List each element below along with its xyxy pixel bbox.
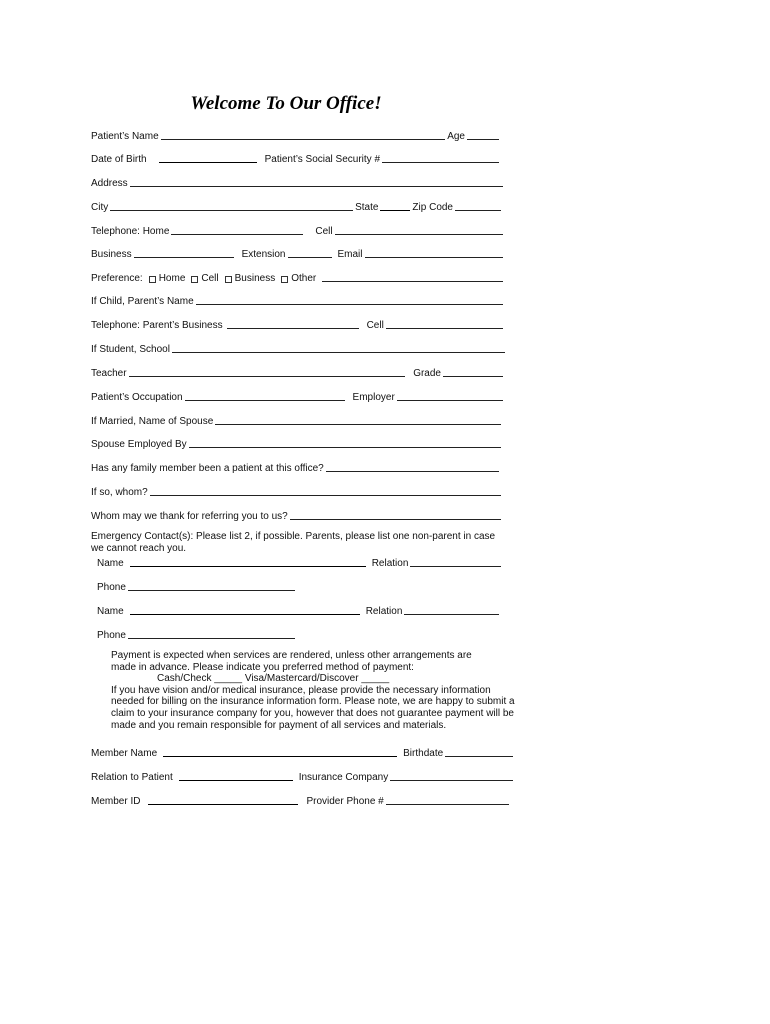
label-spouse-name: If Married, Name of Spouse [91, 416, 214, 427]
row-business [91, 244, 505, 260]
if-so-whom-field[interactable] [150, 495, 501, 496]
row-emergency-name-2 [97, 601, 501, 617]
row-parent-name [91, 291, 505, 307]
payment-line-6: claim to your insurance company for you, however that does not guarantee payment will be [111, 707, 514, 719]
emergency-relation-1-field[interactable] [410, 566, 501, 567]
row-parent-phone [91, 315, 505, 331]
patients-name-field[interactable] [161, 139, 446, 140]
label-emergency-phone-2: Phone [97, 630, 126, 641]
provider-phone-field[interactable] [386, 804, 509, 805]
school-field[interactable] [172, 352, 505, 353]
label-extension: Extension [241, 249, 286, 260]
spouse-name-field[interactable] [215, 424, 501, 425]
label-employer: Employer [352, 392, 395, 403]
row-address [91, 173, 505, 189]
emergency-name-2-field[interactable] [130, 614, 360, 615]
label-pref-business: Business [234, 273, 276, 284]
payment-line-1: Payment is expected when services are rendered, unless other arrangements are [111, 650, 472, 661]
pref-other-field[interactable] [322, 281, 503, 282]
label-cell: Cell [315, 226, 333, 237]
member-name-field[interactable] [163, 756, 397, 757]
age-field[interactable] [467, 139, 499, 140]
label-emergency-name-2: Name [97, 606, 124, 617]
label-address: Address [91, 178, 128, 189]
label-zip-code: Zip Code [412, 202, 453, 213]
row-member-id [91, 791, 511, 807]
row-preference [91, 268, 505, 284]
state-field[interactable] [380, 210, 410, 211]
label-grade: Grade [413, 368, 441, 379]
row-teacher [91, 363, 505, 379]
row-school [91, 339, 507, 355]
label-referral: Whom may we thank for referring you to us? [91, 511, 288, 522]
row-if-so-whom [91, 482, 503, 498]
payment-line-5: needed for billing on the insurance information form. Please note, we are happy to submit a [111, 696, 515, 708]
referral-field[interactable] [290, 519, 501, 520]
label-member-id: Member ID [91, 796, 141, 807]
employer-field[interactable] [397, 400, 503, 401]
payment-method-line: Cash/Check _____ Visa/Mastercard/Discover _____ [157, 673, 390, 685]
business-phone-field[interactable] [134, 257, 234, 258]
label-emergency-name: Name [97, 558, 124, 569]
member-id-field[interactable] [148, 804, 298, 805]
extension-field[interactable] [288, 257, 332, 258]
cell-phone-field[interactable] [335, 234, 503, 235]
label-emergency-phone: Phone [97, 582, 126, 593]
city-field[interactable] [110, 210, 353, 211]
emergency-name-1-field[interactable] [130, 566, 366, 567]
insurance-company-field[interactable] [390, 780, 513, 781]
parent-name-field[interactable] [196, 304, 503, 305]
label-student-school: If Student, School [91, 344, 170, 355]
label-patients-name: Patient’s Name [91, 131, 159, 142]
birthdate-field[interactable] [445, 756, 513, 757]
emergency-phone-2-field[interactable] [128, 638, 295, 639]
label-age: Age [447, 131, 465, 142]
label-relation-to-patient: Relation to Patient [91, 772, 173, 783]
label-emergency-relation-2: Relation [365, 606, 403, 617]
row-city [91, 197, 503, 213]
row-relation-insurance [91, 767, 515, 783]
payment-line-4: If you have vision and/or medical insurance, please provide the necessary information [111, 684, 491, 696]
emergency-relation-2-field[interactable] [404, 614, 499, 615]
label-child-parent-name: If Child, Parent’s Name [91, 296, 194, 307]
label-business: Business [91, 249, 132, 260]
pref-business-checkbox[interactable] [225, 276, 232, 283]
row-member-name [91, 743, 515, 759]
pref-cell-checkbox[interactable] [191, 276, 198, 283]
label-date-of-birth: Date of Birth [91, 154, 147, 165]
pref-home-checkbox[interactable] [149, 276, 156, 283]
grade-field[interactable] [443, 376, 503, 377]
emergency-phone-1-field[interactable] [128, 590, 295, 591]
label-pref-home: Home [158, 273, 186, 284]
ssn-field[interactable] [382, 162, 499, 163]
label-occupation: Patient’s Occupation [91, 392, 183, 403]
page-title: Welcome To Our Office! [190, 93, 382, 114]
occupation-field[interactable] [185, 400, 345, 401]
label-insurance-company: Insurance Company [298, 772, 389, 783]
family-patient-field[interactable] [326, 471, 499, 472]
label-teacher: Teacher [91, 368, 127, 379]
payment-line-7: made and you remain responsible for payment of all services and materials. [111, 719, 447, 731]
label-birthdate: Birthdate [403, 748, 444, 759]
label-family-patient: Has any family member been a patient at this office? [91, 463, 324, 474]
home-phone-field[interactable] [171, 234, 303, 235]
label-preference: Preference: [91, 273, 143, 284]
relation-to-patient-field[interactable] [179, 780, 293, 781]
row-emergency-phone-1 [97, 577, 297, 593]
date-of-birth-field[interactable] [159, 162, 257, 163]
row-emergency-name-1 [97, 553, 503, 569]
label-state: State [355, 202, 379, 213]
payment-notice [111, 650, 515, 731]
emergency-intro [91, 531, 495, 554]
label-emergency-relation: Relation [371, 558, 409, 569]
label-city: City [91, 202, 109, 213]
row-patient-name [91, 126, 501, 142]
row-telephone [91, 221, 505, 237]
row-spouse-employer [91, 434, 503, 450]
label-if-so-whom: If so, whom? [91, 487, 148, 498]
zip-code-field[interactable] [455, 210, 501, 211]
payment-line-2: made in advance. Please indicate you preferred method of payment: [111, 661, 414, 673]
email-field[interactable] [365, 257, 503, 258]
label-pref-other: Other [291, 273, 317, 284]
label-parent-cell: Cell [366, 320, 384, 331]
label-telephone-home: Telephone: Home [91, 226, 170, 237]
emergency-intro-line-1: Emergency Contact(s): Please list 2, if possible. Parents, please list one non-parent in case [91, 531, 496, 542]
label-member-name: Member Name [91, 748, 158, 759]
row-dob [91, 149, 501, 165]
row-family-patient [91, 458, 501, 474]
label-ssn: Patient’s Social Security # [264, 154, 381, 165]
parent-cell-field[interactable] [386, 328, 503, 329]
address-field[interactable] [130, 186, 503, 187]
pref-other-checkbox[interactable] [281, 276, 288, 283]
teacher-field[interactable] [129, 376, 406, 377]
label-provider-phone: Provider Phone # [306, 796, 384, 807]
label-pref-cell: Cell [201, 273, 219, 284]
row-emergency-phone-2 [97, 625, 297, 641]
parent-business-phone-field[interactable] [227, 328, 359, 329]
label-email: Email [337, 249, 363, 260]
row-occupation [91, 387, 505, 403]
emergency-intro-line-2: we cannot reach you. [91, 542, 187, 554]
label-parent-business-phone: Telephone: Parent’s Business [91, 320, 223, 331]
row-spouse-name [91, 411, 503, 427]
label-spouse-employed: Spouse Employed By [91, 439, 187, 450]
spouse-employer-field[interactable] [189, 447, 501, 448]
row-referral [91, 506, 503, 522]
